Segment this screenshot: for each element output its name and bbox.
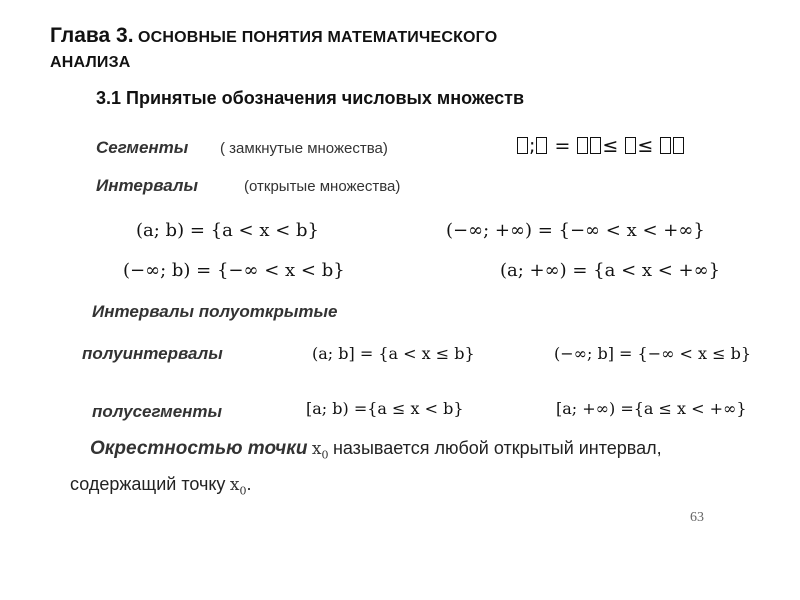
definition-term: Окрестностью точки (90, 438, 308, 459)
definition-line-2: содержащий точку $x_0$. (70, 474, 252, 498)
missing-glyph-icon (577, 137, 588, 154)
definition-text-1: называется любой открытый интервал, (332, 438, 662, 458)
chapter-title-line2: АНАЛИЗА (50, 54, 131, 71)
interval-formula-1: (a; b) = {a < x < b} (136, 220, 319, 241)
segments-sep-4: ≤ (637, 135, 654, 157)
segments-label: Сегменты (96, 138, 189, 157)
segments-sep-2: = (554, 135, 571, 157)
missing-glyph-icon (673, 137, 684, 154)
interval-formula-3: (−∞; b) = {−∞ < x < b} (123, 260, 345, 281)
missing-glyph-icon (517, 137, 528, 154)
half-interval-formula-2: (−∞; b] = {−∞ < x ≤ b} (554, 344, 752, 363)
segments-sep-1: ; (529, 135, 536, 157)
segments-formula (516, 135, 685, 157)
chapter-label: Глава 3. (50, 24, 134, 47)
missing-glyph-icon (625, 137, 636, 154)
segments-note: ( замкнутые множества) (220, 140, 388, 157)
half-segment-formula-1: [a; b) ={a ≤ x < b} (306, 399, 464, 418)
segments-sep-3: ≤ (602, 135, 619, 157)
chapter-heading (50, 24, 497, 48)
page-number: 63 (690, 510, 704, 525)
interval-formula-4: (a; +∞) = {a < x < +∞} (500, 260, 721, 281)
half-open-label: Интервалы полуоткрытые (92, 302, 338, 321)
half-segments-label: полусегменты (92, 402, 223, 421)
missing-glyph-icon (660, 137, 671, 154)
point-symbol-2: $x_0$ (229, 475, 247, 498)
definition-text-2: содержащий точку (70, 474, 226, 494)
half-segment-formula-2: [a; +∞) ={a ≤ x < +∞} (556, 399, 747, 418)
half-intervals-label: полуинтервалы (82, 344, 223, 363)
point-symbol: $x_0$ (311, 439, 329, 462)
intervals-note: (открытые множества) (244, 178, 401, 195)
interval-formula-2: (−∞; +∞) = {−∞ < x < +∞} (446, 220, 705, 241)
definition-line-1 (90, 438, 662, 461)
section-title: 3.1 Принятые обозначения числовых множеств (96, 88, 525, 108)
half-interval-formula-1: (a; b] = {a < x ≤ b} (312, 344, 475, 363)
missing-glyph-icon (536, 137, 547, 154)
chapter-title-line1: ОСНОВНЫЕ ПОНЯТИЯ МАТЕМАТИЧЕСКОГО (138, 29, 498, 46)
missing-glyph-icon (590, 137, 601, 154)
intervals-label: Интервалы (96, 176, 199, 195)
